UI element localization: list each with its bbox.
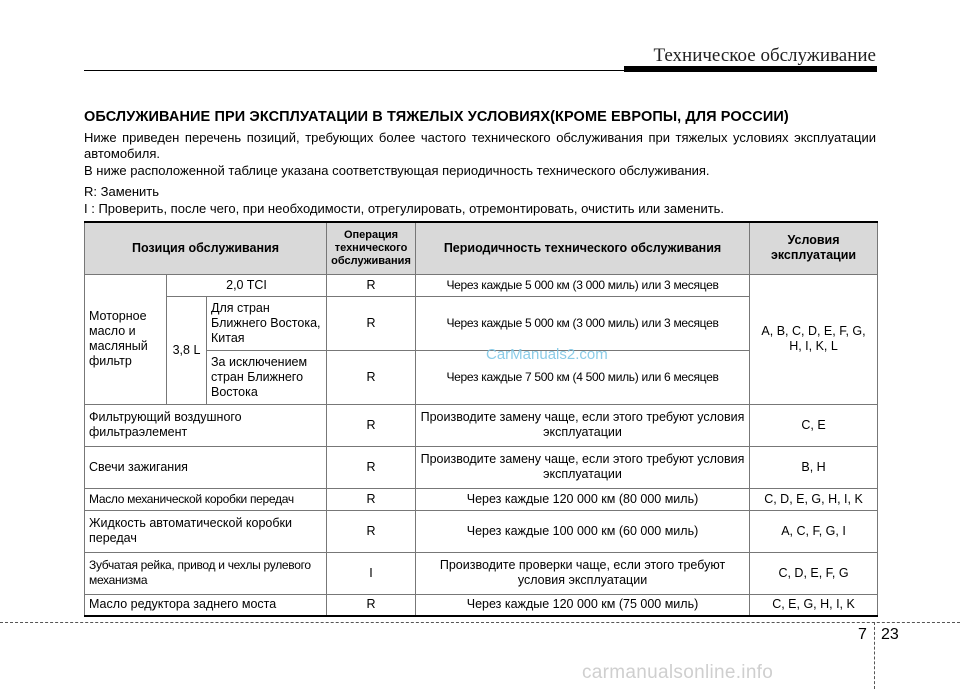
row-item: Масло механической коробки передач [85, 488, 327, 510]
table-row [85, 510, 878, 552]
table-header-row [85, 222, 878, 274]
section-title: ОБСЛУЖИВАНИЕ ПРИ ЭКСПЛУАТАЦИИ В ТЯЖЕЛЫХ УСЛОВИЯХ(КРОМЕ ЕВРОПЫ, ДЛЯ РОССИИ) [84, 109, 789, 125]
oil-op: R [327, 350, 416, 404]
oil-op: R [327, 296, 416, 350]
row-interval: Через каждые 120 000 км (80 000 миль) [416, 488, 750, 510]
row-conditions: C, E, G, H, I, K [750, 594, 878, 616]
legend-replace: R: Заменить [84, 184, 160, 199]
row-op: R [327, 488, 416, 510]
oil-interval: Через каждые 7 500 км (4 500 миль) или 6 месяцев [416, 350, 750, 404]
site-watermark: carmanualsonline.info [582, 662, 774, 683]
oil-conditions: A, B, C, D, E, F, G, H, I, K, L [750, 274, 878, 404]
row-item: Жидкость автоматической коробки передач [85, 510, 327, 552]
page-chapter-number: 7 [858, 626, 867, 643]
running-header-title: Техническое обслуживание [653, 45, 876, 66]
table-row [85, 446, 878, 488]
oil-op: R [327, 274, 416, 296]
table-row [85, 552, 878, 594]
row-interval: Через каждые 100 000 км (60 000 миль) [416, 510, 750, 552]
row-conditions: C, E [750, 404, 878, 446]
row-conditions: C, D, E, F, G [750, 552, 878, 594]
watermark-text: CarManuals2.com [486, 346, 608, 363]
legend-inspect: I : Проверить, после чего, при необходимости, отрегулировать, отремонтировать, очистить или заменить. [84, 201, 725, 216]
oil-interval: Через каждые 5 000 км (3 000 миль) или 3 месяцев [416, 274, 750, 296]
header-interval: Периодичность технического обслуживания [416, 222, 750, 274]
intro-paragraph: Ниже приведен перечень позиций, требующих более частого технического обслуживания при тяжелых условиях эксплуатации автомобиля. [84, 130, 876, 161]
row-conditions: B, H [750, 446, 878, 488]
row-interval: Через каждые 120 000 км (75 000 миль) [416, 594, 750, 616]
oil-item-label: Моторное масло и масляный фильтр [85, 274, 167, 404]
header-position: Позиция обслуживания [85, 222, 327, 274]
row-item: Зубчатая рейка, привод и чехлы рулевого механизма [85, 552, 327, 594]
row-conditions: C, D, E, G, H, I, K [750, 488, 878, 510]
oil-variant: За исключением стран Ближнего Востока [207, 350, 327, 404]
row-op: R [327, 510, 416, 552]
row-op: R [327, 404, 416, 446]
header-rule [84, 70, 624, 71]
footer-rule [0, 622, 960, 623]
row-interval: Производите проверки чаще, если этого требуют условия эксплуатации [416, 552, 750, 594]
row-item: Фильтрующий воздушного фильтраэлемент [85, 404, 327, 446]
row-conditions: A, C, F, G, I [750, 510, 878, 552]
maintenance-table [84, 221, 878, 617]
oil-engine-38: 3,8 L [167, 296, 207, 404]
table-row [85, 488, 878, 510]
table-row [85, 594, 878, 616]
table-row [85, 404, 878, 446]
table-row [85, 274, 878, 296]
oil-interval: Через каждые 5 000 км (3 000 миль) или 3 месяцев [416, 296, 750, 350]
row-op: I [327, 552, 416, 594]
row-op: R [327, 446, 416, 488]
oil-variant: 2,0 TCI [167, 274, 327, 296]
table-note: В ниже расположенной таблице указана соответствующая периодичность технического обслуживания. [84, 163, 710, 178]
header-rule-bold [624, 66, 877, 72]
header-conditions: Условия эксплуатации [750, 222, 878, 274]
oil-variant: Для стран Ближнего Востока, Китая [207, 296, 327, 350]
row-item: Масло редуктора заднего моста [85, 594, 327, 616]
page-number: 23 [881, 626, 899, 643]
row-interval: Производите замену чаще, если этого требуют условия эксплуатации [416, 404, 750, 446]
footer-divider [874, 622, 875, 689]
header-operation: Операция технического обслуживания [327, 222, 416, 274]
row-item: Свечи зажигания [85, 446, 327, 488]
row-interval: Производите замену чаще, если этого требуют условия эксплуатации [416, 446, 750, 488]
row-op: R [327, 594, 416, 616]
